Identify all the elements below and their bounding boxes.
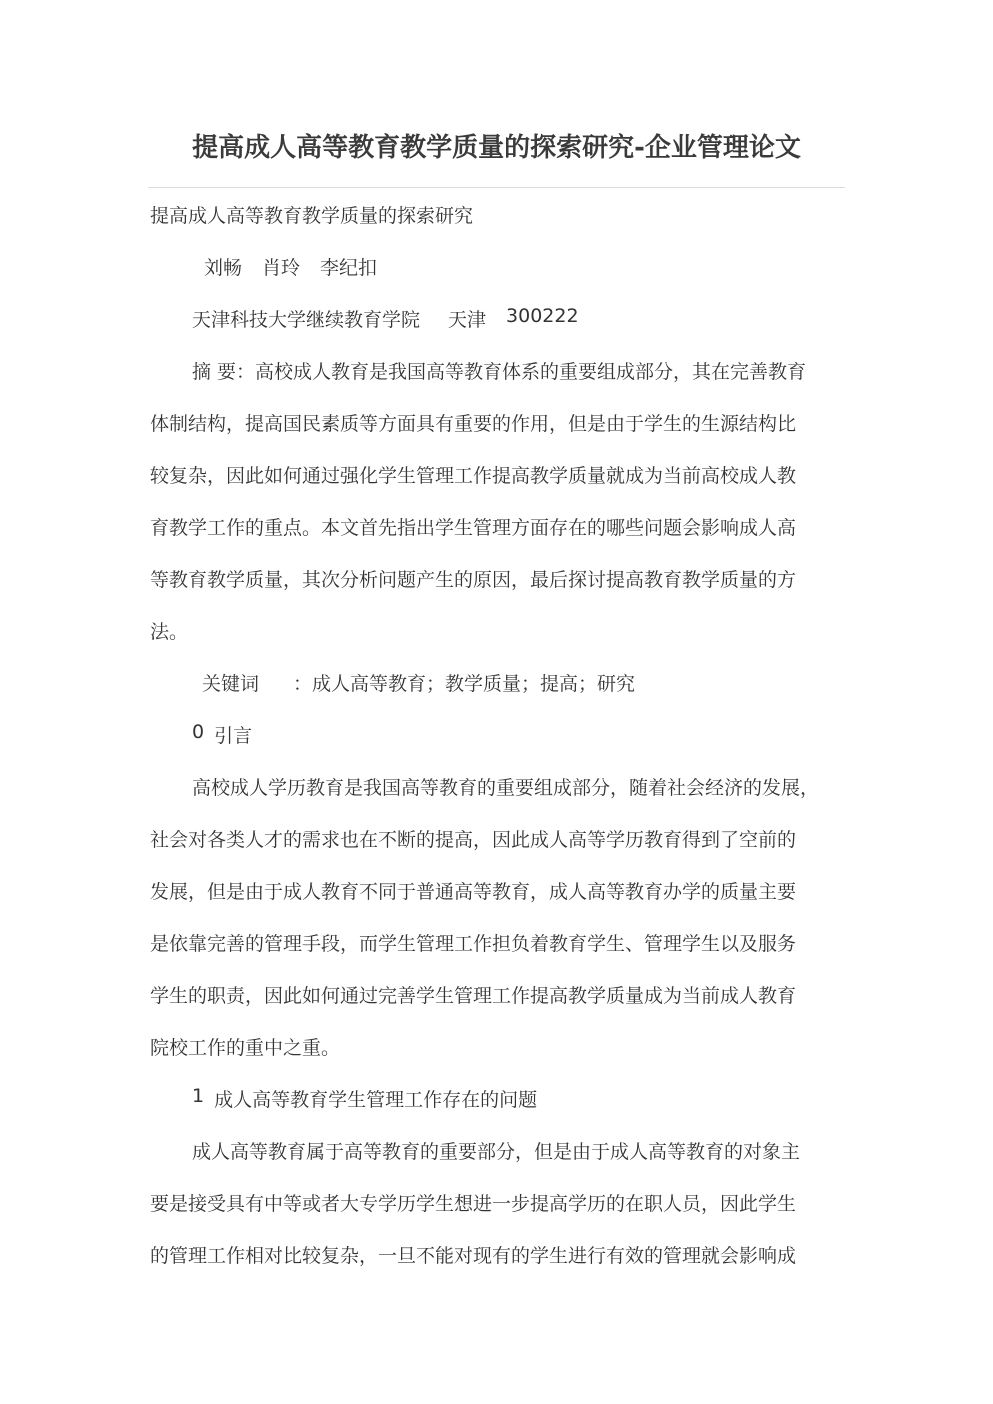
affiliation-postcode: 300222 bbox=[506, 305, 579, 327]
section-number: 0 bbox=[192, 721, 205, 743]
paragraph-line: 院校工作的重中之重。 bbox=[150, 1037, 341, 1059]
section-heading bbox=[150, 1074, 850, 1126]
section-title: 成人高等教育学生管理工作存在的问题 bbox=[214, 1089, 538, 1111]
author-name: 刘畅 bbox=[204, 257, 243, 279]
title-divider bbox=[148, 187, 845, 188]
paragraph-line: 高校成人学历教育是我国高等教育的重要组成部分，随着社会经济的发展， bbox=[192, 777, 820, 799]
abstract-line: 体制结构，提高国民素质等方面具有重要的作用，但是由于学生的生源结构比 bbox=[150, 413, 797, 435]
abstract-line: 摘 要：高校成人教育是我国高等教育体系的重要组成部分，其在完善教育 bbox=[192, 361, 807, 383]
affiliation-line bbox=[150, 294, 850, 346]
paragraph-line: 社会对各类人才的需求也在不断的提高，因此成人高等学历教育得到了空前的 bbox=[150, 829, 797, 851]
author-line bbox=[150, 242, 850, 294]
author-name: 李纪扣 bbox=[320, 257, 378, 279]
keywords-line bbox=[150, 658, 850, 710]
section-number: 1 bbox=[192, 1085, 205, 1107]
paragraph-line: 要是接受具有中等或者大专学历学生想进一步提高学历的在职人员，因此学生 bbox=[150, 1193, 797, 1215]
paragraph-line: 发展，但是由于成人教育不同于普通高等教育，成人高等教育办学的质量主要 bbox=[150, 881, 797, 903]
section-heading bbox=[150, 710, 850, 762]
affiliation-city: 天津 bbox=[448, 309, 487, 331]
keywords-label: 关键词 bbox=[202, 673, 260, 695]
paragraph-line: 成人高等教育属于高等教育的重要部分，但是由于成人高等教育的对象主 bbox=[192, 1141, 801, 1163]
section-title: 引言 bbox=[214, 725, 253, 747]
keywords-text: ：成人高等教育；教学质量；提高；研究 bbox=[293, 673, 636, 695]
abstract-line: 等教育教学质量，其次分析问题产生的原因，最后探讨提高教育教学质量的方 bbox=[150, 569, 797, 591]
author-name: 肖玲 bbox=[262, 257, 301, 279]
paragraph-line: 是依靠完善的管理手段，而学生管理工作担负着教育学生、管理学生以及服务 bbox=[150, 933, 797, 955]
abstract-line: 法。 bbox=[150, 621, 189, 643]
paper-subtitle: 提高成人高等教育教学质量的探索研究 bbox=[150, 205, 474, 227]
abstract-line: 育教学工作的重点。本文首先指出学生管理方面存在的哪些问题会影响成人高 bbox=[150, 517, 797, 539]
abstract-line: 较复杂，因此如何通过强化学生管理工作提高教学质量就成为当前高校成人教 bbox=[150, 465, 797, 487]
affiliation-name: 天津科技大学继续教育学院 bbox=[192, 309, 421, 331]
document-body bbox=[150, 190, 850, 1282]
paragraph-line: 学生的职责，因此如何通过完善学生管理工作提高教学质量成为当前成人教育 bbox=[150, 985, 797, 1007]
document-title: 提高成人高等教育教学质量的探索研究-企业管理论文 bbox=[192, 133, 801, 163]
paragraph-line: 的管理工作相对比较复杂，一旦不能对现有的学生进行有效的管理就会影响成 bbox=[150, 1245, 797, 1267]
